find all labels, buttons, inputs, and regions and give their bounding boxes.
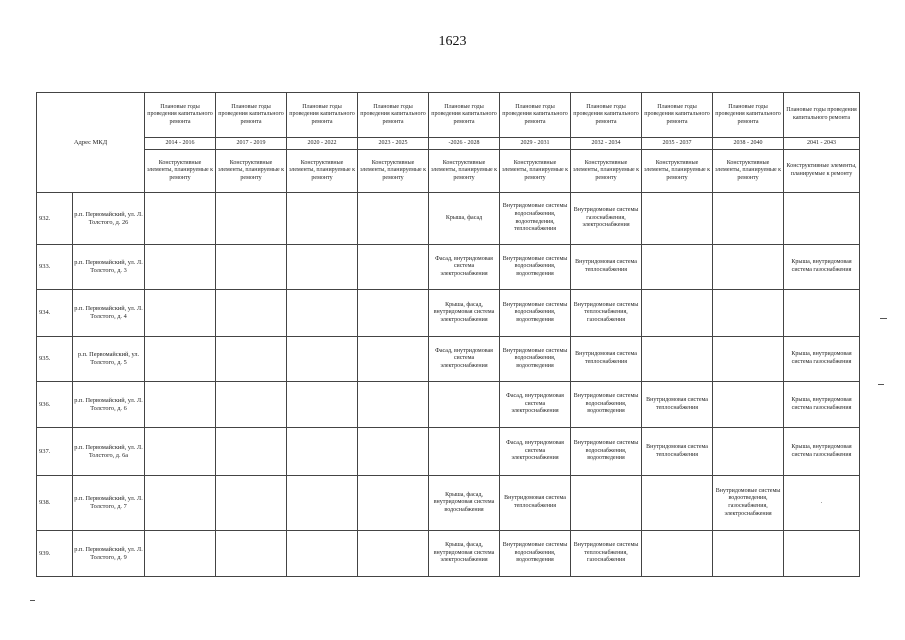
repair-cell [642, 476, 713, 531]
repair-cell [216, 245, 287, 290]
repair-cell [358, 245, 429, 290]
repair-cell: Внутридомовые системы водоснабжения, водоотведения [500, 337, 571, 382]
period-header: -2026 - 2028 [429, 138, 500, 150]
capital-repair-table [36, 92, 860, 577]
scan-mark [30, 600, 35, 601]
repair-cell [145, 531, 216, 577]
header-row-years-label [37, 93, 860, 138]
row-address: р.п. Первомайский, ул. Толстого, д. 5 [73, 337, 145, 382]
period-header: 2017 - 2019 [216, 138, 287, 150]
repair-cell [642, 245, 713, 290]
repair-cell [713, 337, 784, 382]
period-header: 2020 - 2022 [287, 138, 358, 150]
repair-cell: Крыша, фасад, внутридомовая система водоснабжения [429, 476, 500, 531]
repair-cell [642, 531, 713, 577]
repair-cell [287, 337, 358, 382]
row-number: 932. [37, 193, 73, 245]
scan-mark [880, 318, 887, 319]
planned-years-header: Плановые годы проведения капитального ремонта [287, 93, 358, 138]
repair-cell [216, 428, 287, 476]
repair-cell: Внутридомовая система теплоснабжения [571, 337, 642, 382]
repair-cell: Крыша, внутридомовая система газоснабжения [784, 337, 860, 382]
repair-cell: Внутридомовые системы водоснабжения, водоотведения [500, 531, 571, 577]
repair-cell: Внутридомовые системы водоснабжения, водоотведения [500, 290, 571, 337]
structural-elements-header: Конструктивные элементы, планируемые к ремонту [713, 150, 784, 193]
table-row [37, 245, 860, 290]
repair-cell [216, 290, 287, 337]
repair-cell [713, 245, 784, 290]
repair-cell: Внутридомовые системы теплоснабжения, газоснабжения [571, 290, 642, 337]
repair-cell [713, 382, 784, 428]
structural-elements-header: Конструктивные элементы, планируемые к ремонту [500, 150, 571, 193]
repair-cell [216, 531, 287, 577]
period-header: 2032 - 2034 [571, 138, 642, 150]
repair-cell: Внутридомовая система теплоснабжения [500, 476, 571, 531]
repair-cell [358, 531, 429, 577]
repair-cell: Внутридомовые системы газоснабжения, электроснабжения [571, 193, 642, 245]
repair-cell [713, 531, 784, 577]
structural-elements-header: Конструктивные элементы, планируемые к ремонту [358, 150, 429, 193]
row-address: р.п. Первомайский, ул. Л. Толстого, д. 6 [73, 382, 145, 428]
repair-cell [287, 382, 358, 428]
planned-years-header: Плановые годы проведения капитального ремонта [429, 93, 500, 138]
repair-cell: Фасад, внутридомовая система электроснабжения [500, 382, 571, 428]
period-header: 2029 - 2031 [500, 138, 571, 150]
repair-cell [571, 476, 642, 531]
repair-cell [358, 382, 429, 428]
repair-cell [784, 290, 860, 337]
repair-cell [216, 476, 287, 531]
repair-cell [358, 337, 429, 382]
row-number: 935. [37, 337, 73, 382]
repair-cell [713, 428, 784, 476]
address-header: Адрес МКД [37, 93, 145, 193]
repair-cell: . [784, 476, 860, 531]
repair-cell: Крыша, фасад [429, 193, 500, 245]
table-row [37, 382, 860, 428]
repair-cell: Крыша, внутридомовая система газоснабжения [784, 382, 860, 428]
repair-cell: Внутридомовые системы водоснабжения, водоотведения [571, 382, 642, 428]
repair-cell: Внутридомовые системы водоснабжения, водоотведения, теплоснабжения [500, 193, 571, 245]
planned-years-header: Плановые годы проведения капитального ремонта [642, 93, 713, 138]
row-number: 933. [37, 245, 73, 290]
repair-cell [429, 382, 500, 428]
repair-cell [287, 476, 358, 531]
row-number: 937. [37, 428, 73, 476]
repair-cell: Крыша, фасад, внутридомовая система электроснабжения [429, 290, 500, 337]
repair-cell: Внутридомовые системы водоснабжения, водоотведения [571, 428, 642, 476]
planned-years-header: Плановые годы проведения капитального ремонта [216, 93, 287, 138]
period-header: 2038 - 2040 [713, 138, 784, 150]
repair-cell [642, 290, 713, 337]
row-address: р.п. Первомайский, ул. Л. Толстого, д. 6а [73, 428, 145, 476]
repair-cell [287, 193, 358, 245]
structural-elements-header: Конструктивные элементы, планируемые к ремонту [784, 150, 860, 193]
structural-elements-header: Конструктивные элементы, планируемые к ремонту [287, 150, 358, 193]
structural-elements-header: Конструктивные элементы, планируемые к ремонту [145, 150, 216, 193]
table-row [37, 193, 860, 245]
row-address: р.п. Первомайский, ул. Л. Толстого, д. 4 [73, 290, 145, 337]
repair-cell [429, 428, 500, 476]
planned-years-header: Плановые годы проведения капитального ремонта [784, 93, 860, 138]
row-address: р.п. Первомайский, ул. Л. Толстого, д. 9 [73, 531, 145, 577]
row-number: 934. [37, 290, 73, 337]
structural-elements-header: Конструктивные элементы, планируемые к ремонту [642, 150, 713, 193]
planned-years-header: Плановые годы проведения капитального ремонта [358, 93, 429, 138]
table-row [37, 531, 860, 577]
planned-years-header: Плановые годы проведения капитального ремонта [571, 93, 642, 138]
row-address: р.п. Первомайский, ул. Л. Толстого, д. 26 [73, 193, 145, 245]
repair-cell: Крыша, внутридомовая система газоснабжения [784, 428, 860, 476]
repair-cell: Крыша, внутридомовая система газоснабжения [784, 245, 860, 290]
repair-cell [216, 337, 287, 382]
repair-cell [216, 193, 287, 245]
table-body [37, 93, 860, 577]
row-number: 938. [37, 476, 73, 531]
repair-cell [713, 290, 784, 337]
repair-cell [287, 531, 358, 577]
planned-years-header: Плановые годы проведения капитального ремонта [500, 93, 571, 138]
repair-cell [145, 382, 216, 428]
period-header: 2014 - 2016 [145, 138, 216, 150]
repair-cell [216, 382, 287, 428]
header-row-elements-label [37, 150, 860, 193]
repair-cell: Фасад, внутридомовая система электроснабжения [429, 337, 500, 382]
table-row [37, 337, 860, 382]
repair-cell [145, 245, 216, 290]
planned-years-header: Плановые годы проведения капитального ремонта [145, 93, 216, 138]
repair-cell: Внутридомовые системы водоснабжения, водоотведения [500, 245, 571, 290]
row-number: 936. [37, 382, 73, 428]
period-header: 2023 - 2025 [358, 138, 429, 150]
repair-cell: Фасад, внутридомовая система электроснабжения [429, 245, 500, 290]
repair-cell [287, 428, 358, 476]
table-row [37, 476, 860, 531]
repair-cell [145, 476, 216, 531]
header-row-periods [37, 138, 860, 150]
repair-cell: Внутридомовые системы теплоснабжения, газоснабжения [571, 531, 642, 577]
repair-cell [145, 193, 216, 245]
planned-years-header: Плановые годы проведения капитального ремонта [713, 93, 784, 138]
repair-cell: Фасад, внутридомовая система электроснабжения [500, 428, 571, 476]
repair-cell [713, 193, 784, 245]
repair-cell [287, 290, 358, 337]
repair-cell: Внутридомовая система теплоснабжения [642, 382, 713, 428]
repair-cell [358, 428, 429, 476]
repair-cell [145, 290, 216, 337]
structural-elements-header: Конструктивные элементы, планируемые к ремонту [429, 150, 500, 193]
repair-cell [145, 428, 216, 476]
repair-cell [642, 193, 713, 245]
repair-cell [642, 337, 713, 382]
table-row [37, 290, 860, 337]
structural-elements-header: Конструктивные элементы, планируемые к ремонту [216, 150, 287, 193]
scan-mark [878, 384, 884, 385]
repair-cell [287, 245, 358, 290]
repair-cell [784, 193, 860, 245]
repair-cell: Внутридомовая система теплоснабжения [571, 245, 642, 290]
row-address: р.п. Первомайский, ул. Л. Толстого, д. 7 [73, 476, 145, 531]
repair-cell [145, 337, 216, 382]
repair-cell [784, 531, 860, 577]
repair-cell [358, 476, 429, 531]
period-header: 2035 - 2037 [642, 138, 713, 150]
repair-cell [358, 290, 429, 337]
period-header: 2041 - 2043 [784, 138, 860, 150]
repair-cell: Внутридомовые системы водоотведения, газоснабжения, электроснабжения [713, 476, 784, 531]
table-row [37, 428, 860, 476]
row-address: р.п. Первомайский, ул. Л. Толстого, д. 3 [73, 245, 145, 290]
repair-cell: Крыша, фасад, внутридомовая система электроснабжения [429, 531, 500, 577]
structural-elements-header: Конструктивные элементы, планируемые к ремонту [571, 150, 642, 193]
row-number: 939. [37, 531, 73, 577]
page-number: 1623 [438, 34, 467, 49]
repair-cell [358, 193, 429, 245]
repair-cell: Внутридомовая система теплоснабжения [642, 428, 713, 476]
